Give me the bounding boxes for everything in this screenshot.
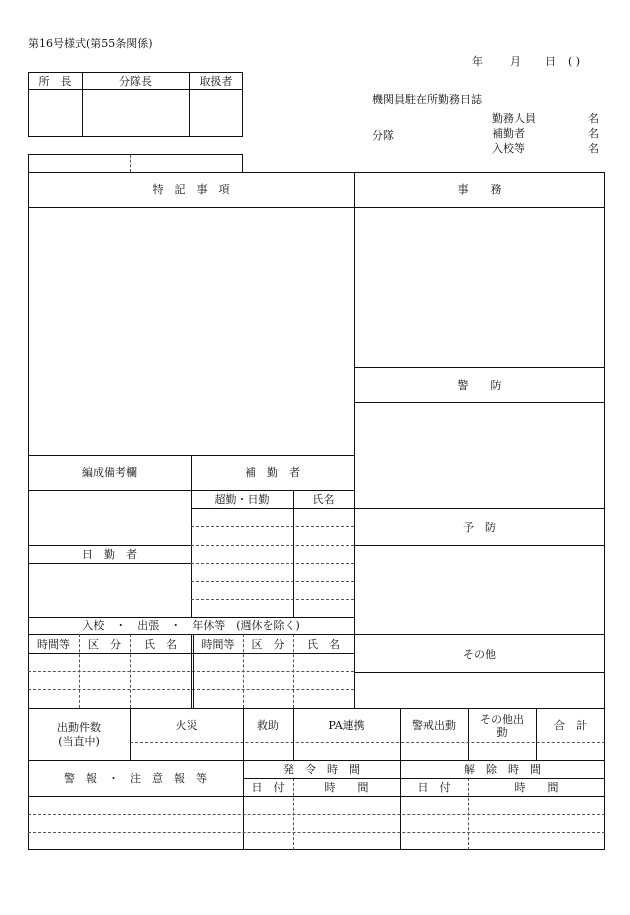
dispatch-total-label: 合 計 [554, 719, 587, 732]
count-unit-3: 名 [588, 142, 599, 155]
category-label: 区 分 [251, 638, 285, 651]
alerts-header-bottom [28, 796, 605, 797]
other-header: その他 [463, 648, 496, 661]
day-duty-header: 日 勤 者 [82, 548, 137, 561]
dispatch-fire-label: 火災 [175, 719, 198, 732]
dispatch-col [536, 708, 537, 760]
line [28, 545, 191, 546]
approval-squad-leader-label: 分隊長 [119, 75, 152, 88]
office-work-header: 事 務 [457, 183, 502, 196]
dispatch-other-label: その他出動 [480, 713, 524, 740]
prevention-header: 予 防 [463, 521, 496, 534]
form-title: 機関員駐在所勤務日誌 [372, 93, 482, 106]
dispatch-col [400, 708, 401, 760]
row-line [191, 563, 354, 564]
row-line [191, 599, 354, 600]
unit-label: 分隊 [372, 129, 394, 142]
dispatch-top-line [28, 708, 605, 709]
category-label: 区 分 [88, 638, 121, 651]
date-year: 年 [472, 55, 483, 68]
time-etc-label: 時間等 [201, 638, 235, 651]
dispatch-pa-label: PA連携 [328, 719, 365, 732]
count-unit-1: 名 [588, 112, 599, 125]
dispatch-col [130, 708, 131, 760]
full-name-label: 氏 名 [307, 638, 340, 651]
issue-date-label: 日 付 [251, 781, 285, 794]
row-line [191, 581, 354, 582]
dispatch-rescue-label: 救助 [257, 719, 279, 732]
dispatch-alert-label: 警戒出動 [412, 719, 456, 732]
line [354, 545, 605, 546]
main-form-frame [28, 172, 605, 850]
alerts-label: 警 報 ・ 注 意 報 等 [64, 772, 207, 785]
issue-hour-label: 時 間 [324, 781, 369, 794]
guard-defense-header: 警 防 [457, 379, 502, 392]
line [354, 402, 605, 403]
dispatch-col [243, 708, 244, 760]
approval-chief-label: 所 長 [38, 75, 72, 88]
assistant-name-label: 氏名 [312, 493, 335, 506]
school-trip-leave-header: 入校 ・ 出張 ・ 年休等 (週休を除く) [82, 619, 300, 632]
formation-notes-header: 編成備考欄 [82, 466, 137, 479]
alerts-top-line [28, 760, 605, 761]
alerts-row-line [28, 814, 605, 815]
overtime-day-label: 超勤・日勤 [214, 493, 270, 506]
line [28, 617, 354, 618]
special-notes-header: 特 記 事 項 [152, 183, 230, 196]
dispatch-col [293, 708, 294, 760]
approval-handler-label: 取扱者 [199, 75, 233, 88]
time-etc-label: 時間等 [37, 638, 70, 651]
date-month: 月 [510, 55, 521, 68]
release-time-label: 解 除 時 間 [464, 763, 541, 776]
date-weekday: ( ) [568, 55, 581, 68]
small-entry-box [28, 154, 243, 173]
dispatch-col [468, 708, 469, 760]
line [354, 634, 605, 635]
main-column-divider [354, 172, 355, 708]
line [191, 455, 192, 617]
line [28, 490, 354, 491]
full-name-label: 氏 名 [144, 638, 177, 651]
line [28, 563, 191, 564]
date-day: 日 [545, 55, 556, 68]
staff-assistant-label: 補勤者 [492, 127, 525, 140]
assistant-duty-header: 補 勤 者 [245, 466, 300, 479]
dispatch-count-sub: (当直中) [58, 735, 100, 748]
release-hour-label: 時 間 [514, 781, 559, 794]
section-header-line [28, 207, 605, 208]
line [293, 490, 294, 617]
staff-on-duty-label: 勤務人員 [492, 112, 536, 125]
alerts-row-line [28, 832, 605, 833]
release-date-label: 日 付 [417, 781, 451, 794]
form-number: 第16号様式(第55条関係) [28, 37, 153, 50]
alerts-sub-line [243, 778, 605, 779]
line [354, 508, 605, 509]
staff-school-label: 入校等 [492, 142, 525, 155]
count-unit-2: 名 [588, 127, 599, 140]
line [354, 672, 605, 673]
small-entry-divider [130, 155, 131, 172]
approval-header-line [28, 89, 243, 90]
dispatch-count-label: 出動件数 [57, 721, 101, 734]
line [354, 367, 605, 368]
dispatch-entry-line [130, 742, 605, 743]
line [191, 508, 354, 509]
row-line [191, 526, 354, 527]
row-line [191, 545, 354, 546]
issue-time-label: 発 令 時 間 [283, 763, 360, 776]
col-line [191, 634, 192, 708]
